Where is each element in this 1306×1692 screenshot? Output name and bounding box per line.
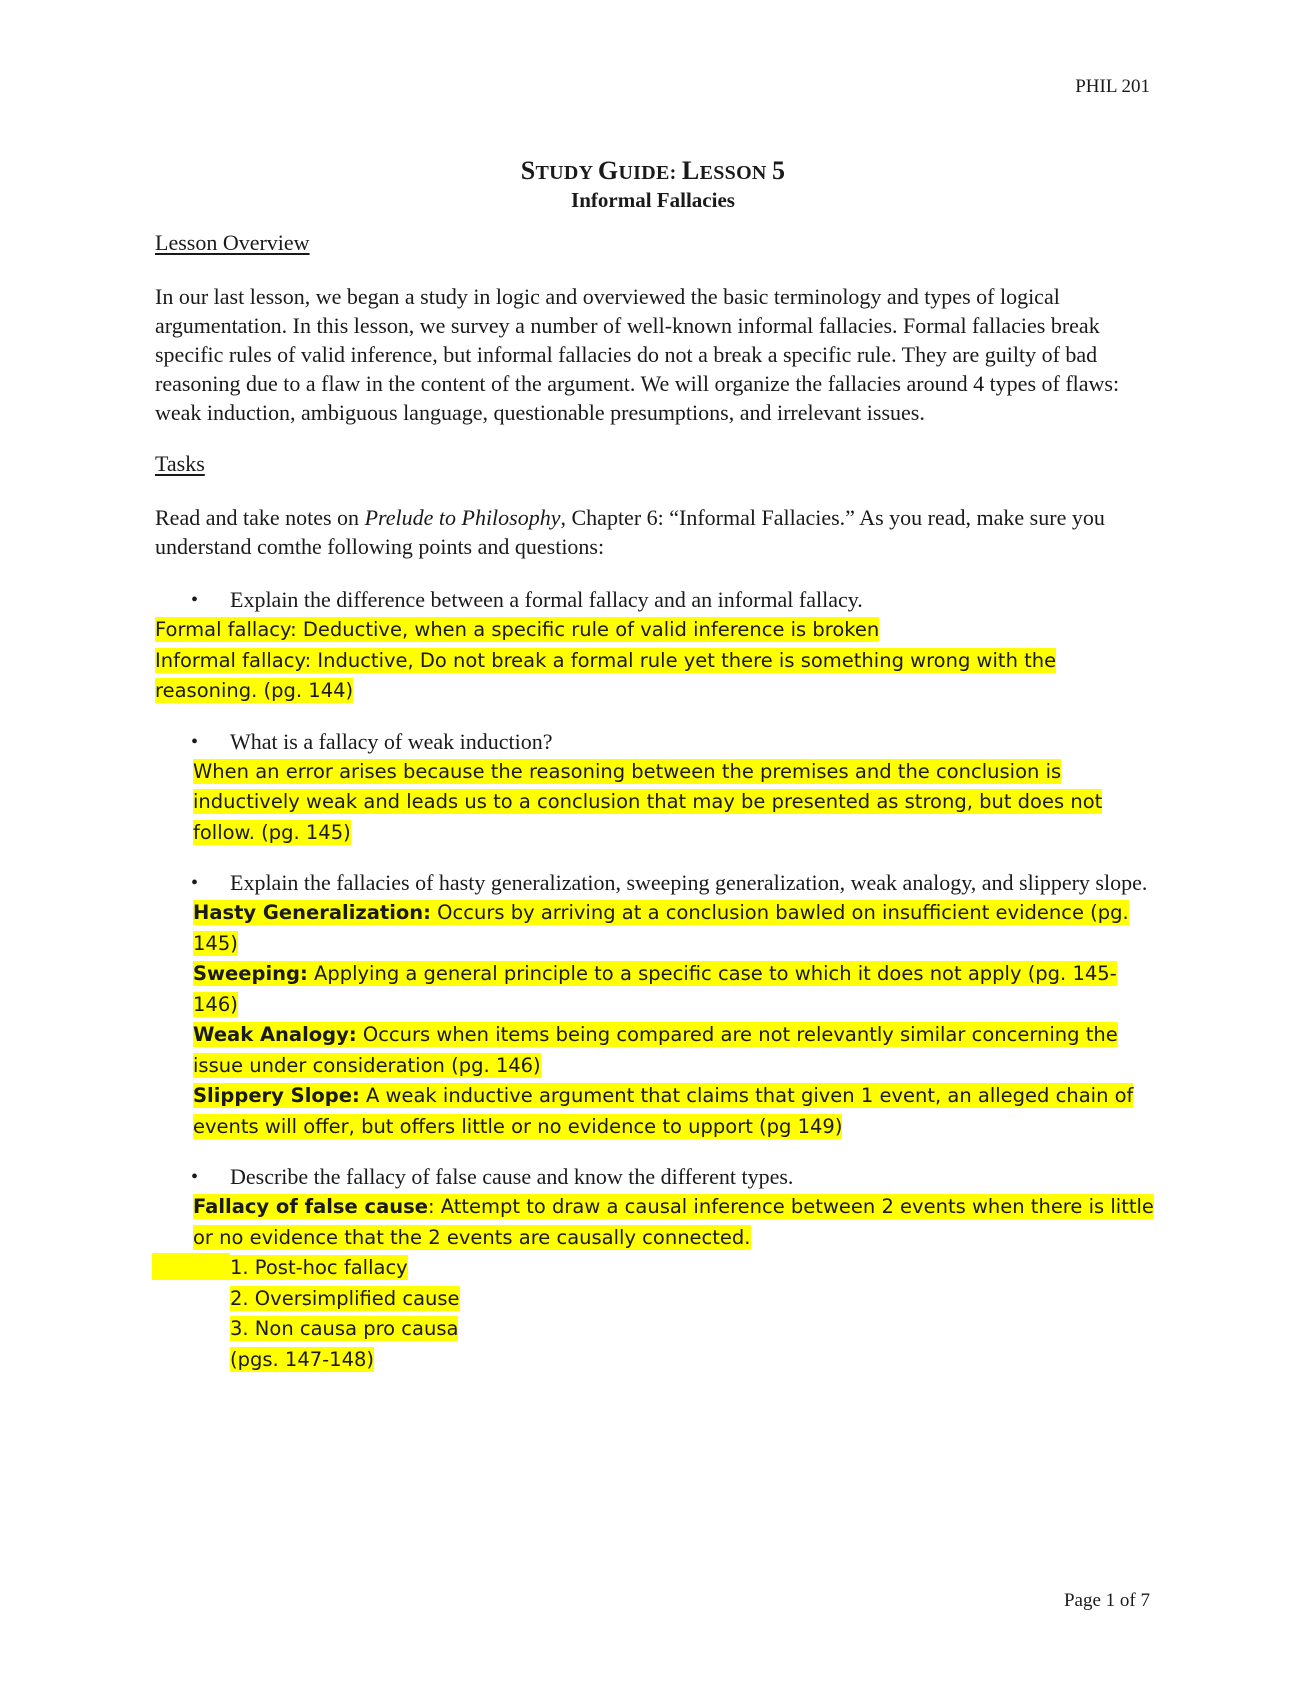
definition-text: Occurs when items being compared are not relevantly similar concerning the issue under consideration (pg. 146): [193, 1023, 1118, 1077]
title-part: 5: [771, 156, 786, 185]
overview-text: In our last lesson, we began a study in logic and overviewed the basic terminology and types of logical argumentation. In this lesson, we survey a number of well-known informal fallacies. Formal fallacies break specific rules of valid inference, but informal fallacies do not a break a specific rule. They are guilty of bad reasoning due to a flaw in the content of the argument. We will organize the fallacies around 4 types of flaws: weak induction, ambiguous language, questionable presumptions, and irrelevant issues.: [155, 284, 1120, 425]
definition-text: A weak inductive argument that claims that given 1 event, an alleged chain of events will offer, but offers little or no evidence to upport (pg 149): [193, 1084, 1134, 1138]
question-item: • Explain the difference between a formal fallacy and an informal fallacy.: [155, 585, 1155, 615]
type-item: 1. Post-hoc fallacy: [230, 1256, 408, 1279]
definition-term: Weak Analogy:: [193, 1023, 357, 1046]
title-part: G: [597, 156, 619, 185]
question-item: • Explain the fallacies of hasty generalization, sweeping generalization, weak analogy, and slippery slope.: [155, 868, 1155, 898]
definition-line: [155, 1081, 1155, 1142]
page-subtitle: Informal Fallacies: [571, 188, 735, 212]
type-item: 3. Non causa pro causa: [230, 1317, 459, 1340]
definition-line: [155, 898, 1155, 959]
answer-line: [155, 615, 1155, 646]
definition-term: Hasty Generalization:: [193, 901, 431, 924]
title-part: L: [681, 156, 700, 185]
highlight-bar: [152, 1253, 230, 1280]
page-reference: (pgs. 147-148): [230, 1347, 375, 1371]
list-item: [230, 1314, 1155, 1345]
definition-text: : Attempt to draw a causal inference between 2 events when there is little or no evidence that the 2 events are causally connected.: [193, 1195, 1154, 1249]
definition-term: Sweeping:: [193, 962, 308, 985]
highlighted-answer: Informal fallacy: Inductive, Do not break a formal rule yet there is something wrong with the reasoning. (pg. 144): [155, 648, 1057, 702]
type-item: 2. Oversimplified cause: [230, 1286, 460, 1310]
answer-line: [155, 646, 1155, 707]
answer-line: [155, 757, 1155, 849]
list-item: [230, 1284, 1155, 1315]
document-body: [155, 230, 1155, 1375]
definition-line: [155, 1020, 1155, 1081]
highlighted-answer: When an error arises because the reasoning between the premises and the conclusion is inductively weak and leads us to a conclusion that may be presented as strong, but does not follow. (pg. 145): [193, 759, 1103, 844]
definition-line: [155, 1192, 1155, 1253]
highlighted-answer: Formal fallacy: Deductive, when a specific rule of valid inference is broken: [155, 618, 880, 641]
tasks-intro-post: , Chapter 6: “Informal Fallacies.” As you read, make sure you understand comthe following points and questions:: [155, 505, 1105, 559]
question-item: • What is a fallacy of weak induction?: [155, 727, 1155, 757]
title-block: [0, 156, 1306, 213]
page-title: [0, 156, 1306, 186]
book-title: Prelude to Philosophy: [364, 505, 561, 530]
title-part: S: [520, 156, 536, 185]
title-part: ESSON: [699, 162, 772, 184]
page-number: Page 1 of 7: [1063, 1590, 1150, 1611]
definition-line: [155, 959, 1155, 1020]
definition-text: Applying a general principle to a specific case to which it does not apply (pg. 145-146): [193, 962, 1117, 1016]
tasks-intro: [155, 503, 1155, 561]
definition-term: Fallacy of false cause: [193, 1195, 428, 1218]
false-cause-types: [155, 1253, 1155, 1375]
title-part: UIDE:: [618, 162, 682, 184]
question-item: • Describe the fallacy of false cause and know the different types.: [155, 1162, 1155, 1192]
title-part: TUDY: [535, 162, 598, 184]
definition-text: Occurs by arriving at a conclusion bawled on insufficient evidence (pg. 145): [193, 901, 1129, 955]
tasks-intro-pre: Read and take notes on: [155, 505, 365, 530]
tasks-heading: Tasks: [155, 451, 205, 476]
definition-term: Slippery Slope:: [193, 1084, 360, 1107]
list-item: [230, 1345, 1155, 1376]
list-item: [230, 1253, 1155, 1284]
course-code: PHIL 201: [1075, 76, 1150, 97]
overview-heading: Lesson Overview: [155, 230, 310, 255]
